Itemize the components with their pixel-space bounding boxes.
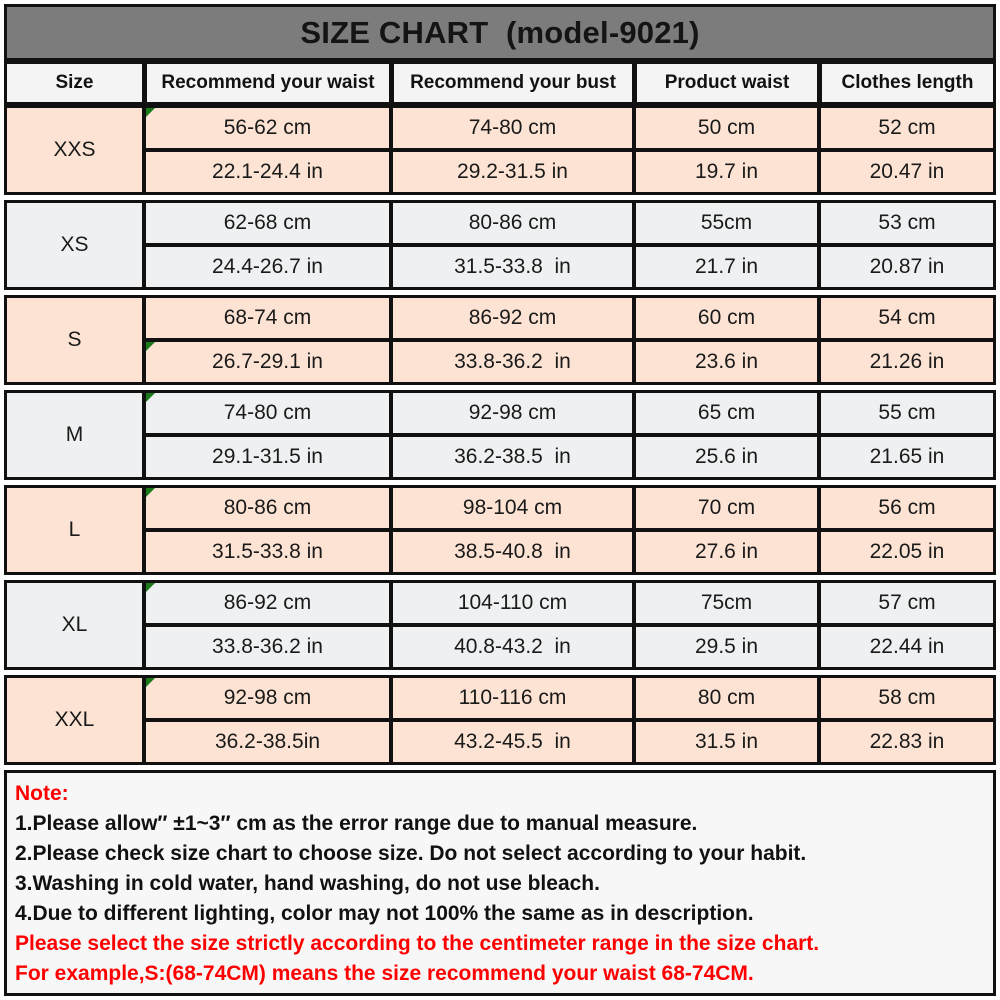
notes-line-list bbox=[15, 809, 985, 989]
cell-length: 20.47 in bbox=[819, 150, 996, 195]
cell-waist: 86-92 cm bbox=[144, 580, 391, 625]
table-row bbox=[4, 580, 996, 625]
comment-flag-icon bbox=[146, 583, 155, 592]
cell-product_waist: 75cm bbox=[634, 580, 819, 625]
table-row bbox=[4, 150, 996, 195]
note-line-3: 3.Washing in cold water, hand washing, do not use bleach. bbox=[15, 872, 600, 895]
size-chart-table bbox=[4, 61, 996, 765]
cell-bust: 33.8-36.2 in bbox=[391, 340, 634, 385]
cell-waist: 24.4-26.7 in bbox=[144, 245, 391, 290]
cell-product_waist: 19.7 in bbox=[634, 150, 819, 195]
table-row bbox=[4, 435, 996, 480]
table-row bbox=[4, 245, 996, 290]
cell-waist: 33.8-36.2 in bbox=[144, 625, 391, 670]
cell-size: XXS bbox=[4, 105, 144, 195]
cell-waist: 56-62 cm bbox=[144, 105, 391, 150]
cell-waist: 68-74 cm bbox=[144, 295, 391, 340]
cell-waist: 80-86 cm bbox=[144, 485, 391, 530]
cell-size: XXL bbox=[4, 675, 144, 765]
cell-size: S bbox=[4, 295, 144, 385]
cell-product_waist: 65 cm bbox=[634, 390, 819, 435]
column-header-product-waist: Product waist bbox=[634, 61, 819, 105]
table-row bbox=[4, 530, 996, 575]
page-title: SIZE CHART (model-9021) bbox=[300, 14, 700, 50]
cell-product_waist: 55cm bbox=[634, 200, 819, 245]
table-row bbox=[4, 675, 996, 720]
cell-length: 20.87 in bbox=[819, 245, 996, 290]
cell-waist: 92-98 cm bbox=[144, 675, 391, 720]
cell-bust: 92-98 cm bbox=[391, 390, 634, 435]
cell-product_waist: 80 cm bbox=[634, 675, 819, 720]
note-line-2: 2.Please check size chart to choose size. Do not select according to your habit. bbox=[15, 842, 807, 865]
cell-waist: 36.2-38.5in bbox=[144, 720, 391, 765]
cell-bust: 38.5-40.8 in bbox=[391, 530, 634, 575]
cell-length: 21.65 in bbox=[819, 435, 996, 480]
column-header-clothes-length: Clothes length bbox=[819, 61, 996, 105]
table-row bbox=[4, 295, 996, 340]
cell-length: 55 cm bbox=[819, 390, 996, 435]
cell-length: 58 cm bbox=[819, 675, 996, 720]
cell-product_waist: 70 cm bbox=[634, 485, 819, 530]
cell-waist: 22.1-24.4 in bbox=[144, 150, 391, 195]
cell-length: 22.05 in bbox=[819, 530, 996, 575]
comment-flag-icon bbox=[146, 678, 155, 687]
cell-product_waist: 29.5 in bbox=[634, 625, 819, 670]
column-header-bust: Recommend your bust bbox=[391, 61, 634, 105]
cell-bust: 104-110 cm bbox=[391, 580, 634, 625]
cell-product_waist: 60 cm bbox=[634, 295, 819, 340]
note-line-4: 4.Due to different lighting, color may not 100% the same as in description. bbox=[15, 902, 754, 925]
cell-length: 22.83 in bbox=[819, 720, 996, 765]
cell-bust: 31.5-33.8 in bbox=[391, 245, 634, 290]
cell-bust: 29.2-31.5 in bbox=[391, 150, 634, 195]
cell-bust: 86-92 cm bbox=[391, 295, 634, 340]
cell-waist: 29.1-31.5 in bbox=[144, 435, 391, 480]
cell-size: XL bbox=[4, 580, 144, 670]
comment-flag-icon bbox=[146, 488, 155, 497]
notes-heading: Note: bbox=[15, 782, 69, 805]
cell-length: 54 cm bbox=[819, 295, 996, 340]
table-row bbox=[4, 105, 996, 150]
cell-product_waist: 23.6 in bbox=[634, 340, 819, 385]
cell-waist: 31.5-33.8 in bbox=[144, 530, 391, 575]
cell-bust: 43.2-45.5 in bbox=[391, 720, 634, 765]
cell-bust: 74-80 cm bbox=[391, 105, 634, 150]
cell-length: 21.26 in bbox=[819, 340, 996, 385]
table-header-row bbox=[4, 61, 996, 105]
table-body bbox=[4, 105, 996, 765]
cell-size: L bbox=[4, 485, 144, 575]
cell-waist: 74-80 cm bbox=[144, 390, 391, 435]
cell-bust: 98-104 cm bbox=[391, 485, 634, 530]
cell-length: 57 cm bbox=[819, 580, 996, 625]
cell-bust: 40.8-43.2 in bbox=[391, 625, 634, 670]
cell-product_waist: 21.7 in bbox=[634, 245, 819, 290]
column-header-waist: Recommend your waist bbox=[144, 61, 391, 105]
table-row bbox=[4, 485, 996, 530]
note-line-6: For example,S:(68-74CM) means the size recommend your waist 68-74CM. bbox=[15, 962, 754, 985]
cell-bust: 110-116 cm bbox=[391, 675, 634, 720]
cell-product_waist: 31.5 in bbox=[634, 720, 819, 765]
table-row bbox=[4, 625, 996, 670]
chart-title-bar bbox=[4, 4, 996, 61]
cell-product_waist: 25.6 in bbox=[634, 435, 819, 480]
cell-length: 22.44 in bbox=[819, 625, 996, 670]
cell-length: 53 cm bbox=[819, 200, 996, 245]
table-row bbox=[4, 390, 996, 435]
cell-length: 56 cm bbox=[819, 485, 996, 530]
column-header-size: Size bbox=[4, 61, 144, 105]
note-line-5: Please select the size strictly according to the centimeter range in the size chart. bbox=[15, 932, 820, 955]
cell-size: M bbox=[4, 390, 144, 480]
comment-flag-icon bbox=[146, 342, 155, 351]
cell-product_waist: 50 cm bbox=[634, 105, 819, 150]
table-row bbox=[4, 720, 996, 765]
cell-product_waist: 27.6 in bbox=[634, 530, 819, 575]
cell-size: XS bbox=[4, 200, 144, 290]
table-row bbox=[4, 340, 996, 385]
table-row bbox=[4, 200, 996, 245]
notes-section bbox=[4, 770, 996, 996]
cell-waist: 26.7-29.1 in bbox=[144, 340, 391, 385]
comment-flag-icon bbox=[146, 108, 155, 117]
cell-length: 52 cm bbox=[819, 105, 996, 150]
cell-bust: 36.2-38.5 in bbox=[391, 435, 634, 480]
note-line-1: 1.Please allow″ ±1~3″ cm as the error range due to manual measure. bbox=[15, 812, 698, 835]
cell-bust: 80-86 cm bbox=[391, 200, 634, 245]
comment-flag-icon bbox=[146, 393, 155, 402]
cell-waist: 62-68 cm bbox=[144, 200, 391, 245]
